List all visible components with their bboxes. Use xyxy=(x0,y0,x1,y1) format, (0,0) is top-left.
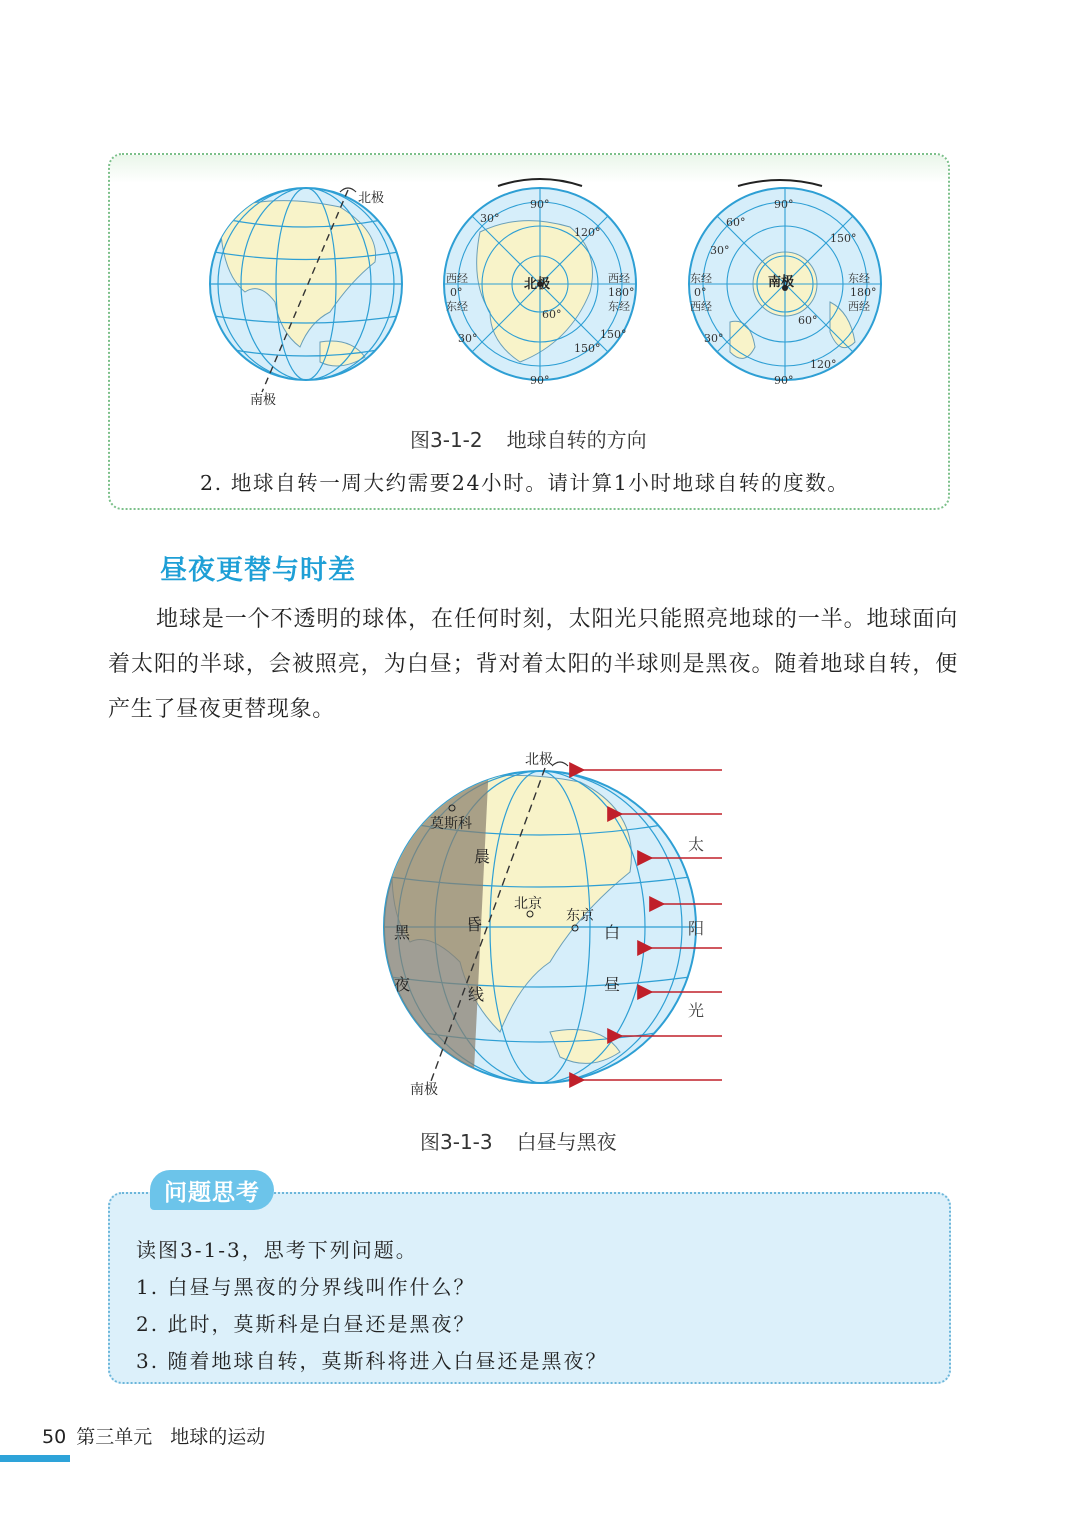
globe1-south-label: 南极 xyxy=(250,393,277,408)
globe2-label: 30° xyxy=(480,212,500,225)
globe2-label: 西经 xyxy=(446,272,468,285)
terminator-char-3: 线 xyxy=(468,985,485,1004)
think-question-3: 3. 随着地球自转，莫斯科将进入白昼还是黑夜？ xyxy=(136,1349,608,1373)
globe2-label: 90° xyxy=(530,374,550,387)
figure-3-1-3 xyxy=(320,742,740,1112)
globe3-label: 东经 xyxy=(848,272,870,285)
night-char-1: 黑 xyxy=(394,923,411,942)
body-paragraph: 地球是一个不透明的球体，在任何时刻，太阳光只能照亮地球的一半。地球面向着太阳的半球，会被照亮，为白昼；背对着太阳的半球则是黑夜。随着地球自转，便产生了昼夜更替现象。 xyxy=(108,607,958,722)
caption-number: 图3-1-3 xyxy=(420,1130,493,1154)
globe2-label: 西经 xyxy=(608,272,630,285)
sunlight-char-2: 阳 xyxy=(688,919,705,938)
day-char-2: 昼 xyxy=(604,975,621,994)
globe3-label: 90° xyxy=(774,374,794,387)
sunlight-char-3: 光 xyxy=(688,1001,705,1020)
day-char-1: 白 xyxy=(604,923,621,942)
globe-south-pole-view xyxy=(689,180,881,387)
footer xyxy=(42,1422,265,1449)
section-title: 昼夜更替与时差 xyxy=(160,555,356,586)
globe-north-pole-view xyxy=(444,179,636,387)
terminator-char-2: 昏 xyxy=(466,915,483,934)
globe2-label: 30° xyxy=(458,332,478,345)
globe3-label: 东经 xyxy=(690,272,712,285)
globe3-center-label: 南极 xyxy=(768,275,795,290)
globe2-label: 120° xyxy=(574,226,601,239)
globe2-label: 东经 xyxy=(446,300,468,313)
page-number: 50 xyxy=(42,1426,67,1448)
globe3-label: 60° xyxy=(798,314,818,327)
terminator-char-1: 晨 xyxy=(474,847,491,866)
figure-3-1-3-caption xyxy=(420,1126,617,1155)
moscow-label: 莫斯科 xyxy=(430,816,472,832)
night-char-2: 夜 xyxy=(394,975,411,994)
think-title: 问题思考 xyxy=(164,1180,260,1206)
question-2: 2. 地球自转一周大约需要24小时。请计算1小时地球自转的度数。 xyxy=(200,471,850,495)
globe2-label: 60° xyxy=(542,308,562,321)
footer-bar xyxy=(0,1455,70,1462)
globe2-label: 180° xyxy=(608,286,635,299)
figure-3-1-2 xyxy=(190,172,900,412)
figure-3-1-2-caption xyxy=(410,424,647,453)
tokyo-label: 东京 xyxy=(566,908,594,924)
globe2-center-label: 北极 xyxy=(524,277,551,292)
globe2-label: 150° xyxy=(600,328,627,341)
fig313-north-label: 北极 xyxy=(525,752,553,768)
globe2-label: 0° xyxy=(450,286,463,299)
caption-title: 白昼与黑夜 xyxy=(516,1130,617,1154)
think-list xyxy=(136,1232,607,1380)
think-question-2: 2. 此时，莫斯科是白昼还是黑夜？ xyxy=(136,1312,476,1336)
globe-side-view xyxy=(210,188,402,408)
globe3-label: 西经 xyxy=(690,300,712,313)
globe3-label: 30° xyxy=(710,244,730,257)
globe3-label: 0° xyxy=(694,286,707,299)
body-text xyxy=(108,597,958,732)
globe1-north-label: 北极 xyxy=(358,191,385,206)
globe2-label: 东经 xyxy=(608,300,630,313)
caption-title: 地球自转的方向 xyxy=(506,428,647,452)
globe2-label: 150° xyxy=(574,342,601,355)
globe2-label: 90° xyxy=(530,198,550,211)
think-intro: 读图3-1-3，思考下列问题。 xyxy=(136,1238,418,1262)
globe3-label: 120° xyxy=(810,358,837,371)
sunlight-char-1: 太 xyxy=(688,835,705,854)
globe3-label: 180° xyxy=(850,286,877,299)
globe3-label: 西经 xyxy=(848,300,870,313)
beijing-label: 北京 xyxy=(514,896,542,912)
globe3-label: 30° xyxy=(704,332,724,345)
globe3-label: 90° xyxy=(774,198,794,211)
globe3-label: 60° xyxy=(726,216,746,229)
globe3-label: 150° xyxy=(830,232,857,245)
footer-unit-title: 地球的运动 xyxy=(170,1426,266,1448)
caption-number: 图3-1-2 xyxy=(410,428,483,452)
fig313-south-label: 南极 xyxy=(410,1082,438,1098)
think-question-1: 1. 白昼与黑夜的分界线叫作什么？ xyxy=(136,1275,476,1299)
footer-unit: 第三单元 xyxy=(76,1426,153,1448)
